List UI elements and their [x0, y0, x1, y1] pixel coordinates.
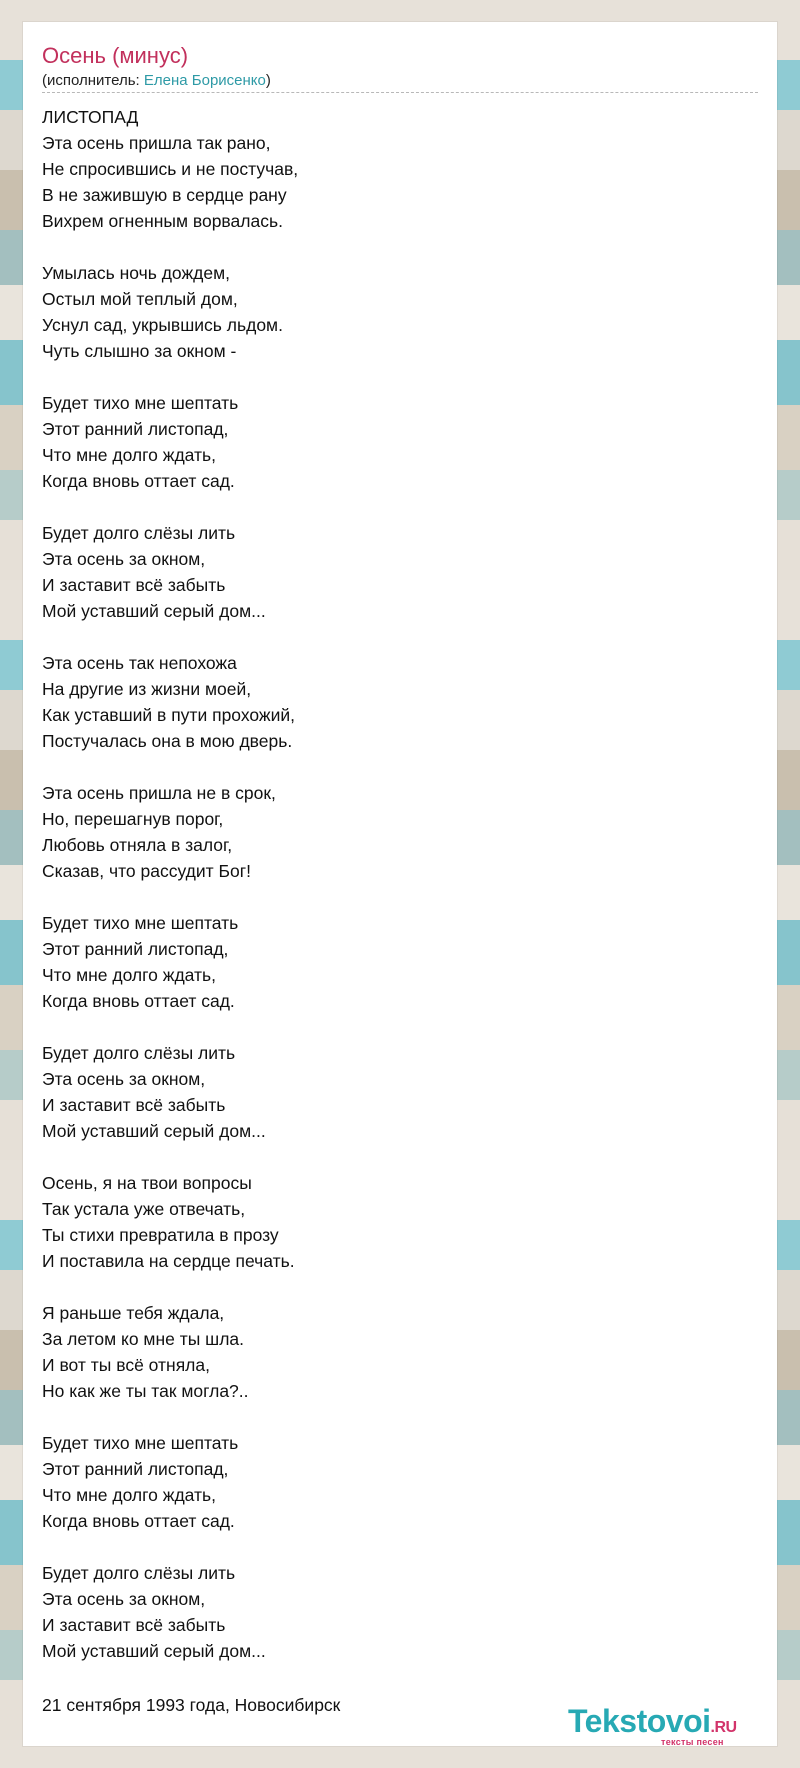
- content-card: [23, 22, 777, 1746]
- logo-tld: .RU: [710, 1719, 737, 1736]
- artist-line: [42, 72, 271, 90]
- lyrics-stanza: [42, 1170, 758, 1274]
- lyrics-stanza: [42, 260, 758, 364]
- artist-prefix: (исполнитель:: [42, 72, 144, 89]
- lyrics-line: Этот ранний листопад,: [42, 419, 229, 439]
- lyrics-line: Как уставший в пути прохожий,: [42, 705, 296, 725]
- lyrics-line: Мой уставший серый дом...: [42, 601, 266, 621]
- header-divider: [42, 92, 758, 93]
- lyrics-line: Будет долго слёзы лить: [42, 1563, 236, 1583]
- lyrics-line: Но как же ты так могла?..: [42, 1381, 249, 1401]
- lyrics-line: Любовь отняла в залог,: [42, 835, 233, 855]
- lyrics-line: Эта осень так непохожа: [42, 653, 237, 673]
- lyrics-line: Эта осень за окном,: [42, 1589, 206, 1609]
- lyrics-line: Умылась ночь дождем,: [42, 263, 231, 283]
- song-title: Осень (минус): [42, 43, 189, 68]
- lyrics-line: Постучалась она в мою дверь.: [42, 731, 293, 751]
- lyrics-line: Мой уставший серый дом...: [42, 1121, 266, 1141]
- lyrics-line: Когда вновь оттает сад.: [42, 991, 235, 1011]
- lyrics-line: На другие из жизни моей,: [42, 679, 252, 699]
- date-place: 21 сентября 1993 года, Новосибирск: [42, 1695, 341, 1715]
- lyrics-line: Эта осень пришла так рано,: [42, 133, 271, 153]
- lyrics-line: Будет тихо мне шептать: [42, 393, 239, 413]
- lyrics-line: И вот ты всё отняла,: [42, 1355, 210, 1375]
- lyrics-line: Этот ранний листопад,: [42, 939, 229, 959]
- lyrics-stanza: [42, 910, 758, 1014]
- lyrics-line: Что мне долго ждать,: [42, 965, 216, 985]
- lyrics-stanza: [42, 780, 758, 884]
- lyrics-line: Чуть слышно за окном -: [42, 341, 237, 361]
- lyrics-line: Остыл мой теплый дом,: [42, 289, 238, 309]
- lyrics-line: Эта осень за окном,: [42, 549, 206, 569]
- lyrics-line: Уснул сад, укрывшись льдом.: [42, 315, 283, 335]
- lyrics-line: Я раньше тебя ждала,: [42, 1303, 225, 1323]
- lyrics-stanza: [42, 1560, 758, 1664]
- lyrics-stanza: [42, 1300, 758, 1404]
- lyrics-stanza: [42, 390, 758, 494]
- lyrics-line: Мой уставший серый дом...: [42, 1641, 266, 1661]
- lyrics-line: Осень, я на твои вопросы: [42, 1173, 252, 1193]
- lyrics-line: И заставит всё забыть: [42, 1095, 226, 1115]
- lyrics-line: Будет тихо мне шептать: [42, 1433, 239, 1453]
- lyrics-line: За летом ко мне ты шла.: [42, 1329, 245, 1349]
- lyrics-line: Сказав, что рассудит Бог!: [42, 861, 251, 881]
- lyrics-stanza: [42, 520, 758, 624]
- lyrics-line: Эта осень за окном,: [42, 1069, 206, 1089]
- lyrics-line: Но, перешагнув порог,: [42, 809, 224, 829]
- lyrics-line: Вихрем огненным ворвалась.: [42, 211, 283, 231]
- lyrics-line: Эта осень пришла не в срок,: [42, 783, 276, 803]
- logo-text: Tekstovoi: [568, 1703, 711, 1739]
- lyrics-line: Когда вновь оттает сад.: [42, 1511, 235, 1531]
- lyrics-body: [42, 104, 758, 1690]
- lyrics-line: Когда вновь оттает сад.: [42, 471, 235, 491]
- lyrics-line: И поставила на сердце печать.: [42, 1251, 295, 1271]
- artist-link[interactable]: Елена Борисенко: [143, 72, 266, 89]
- lyrics-line: Этот ранний листопад,: [42, 1459, 229, 1479]
- lyrics-line: Не спросившись и не постучав,: [42, 159, 299, 179]
- lyrics-line: В не зажившую в сердце рану: [42, 185, 287, 205]
- lyrics-line: И заставит всё забыть: [42, 575, 226, 595]
- lyrics-line: И заставит всё забыть: [42, 1615, 226, 1635]
- lyrics-line: Ты стихи превратила в прозу: [42, 1225, 279, 1245]
- artist-suffix: ): [265, 72, 271, 89]
- lyrics-stanza: [42, 1430, 758, 1534]
- lyrics-line: Что мне долго ждать,: [42, 445, 216, 465]
- lyrics-line: ЛИСТОПАД: [42, 107, 139, 127]
- logo-tagline: тексты песен: [661, 1737, 724, 1747]
- lyrics-stanza: [42, 1040, 758, 1144]
- lyrics-stanza: [42, 650, 758, 754]
- lyrics-stanza: [42, 104, 758, 234]
- lyrics-line: Будет тихо мне шептать: [42, 913, 239, 933]
- lyrics-line: Что мне долго ждать,: [42, 1485, 216, 1505]
- lyrics-line: Будет долго слёзы лить: [42, 523, 236, 543]
- lyrics-line: Будет долго слёзы лить: [42, 1043, 236, 1063]
- lyrics-line: Так устала уже отвечать,: [42, 1199, 246, 1219]
